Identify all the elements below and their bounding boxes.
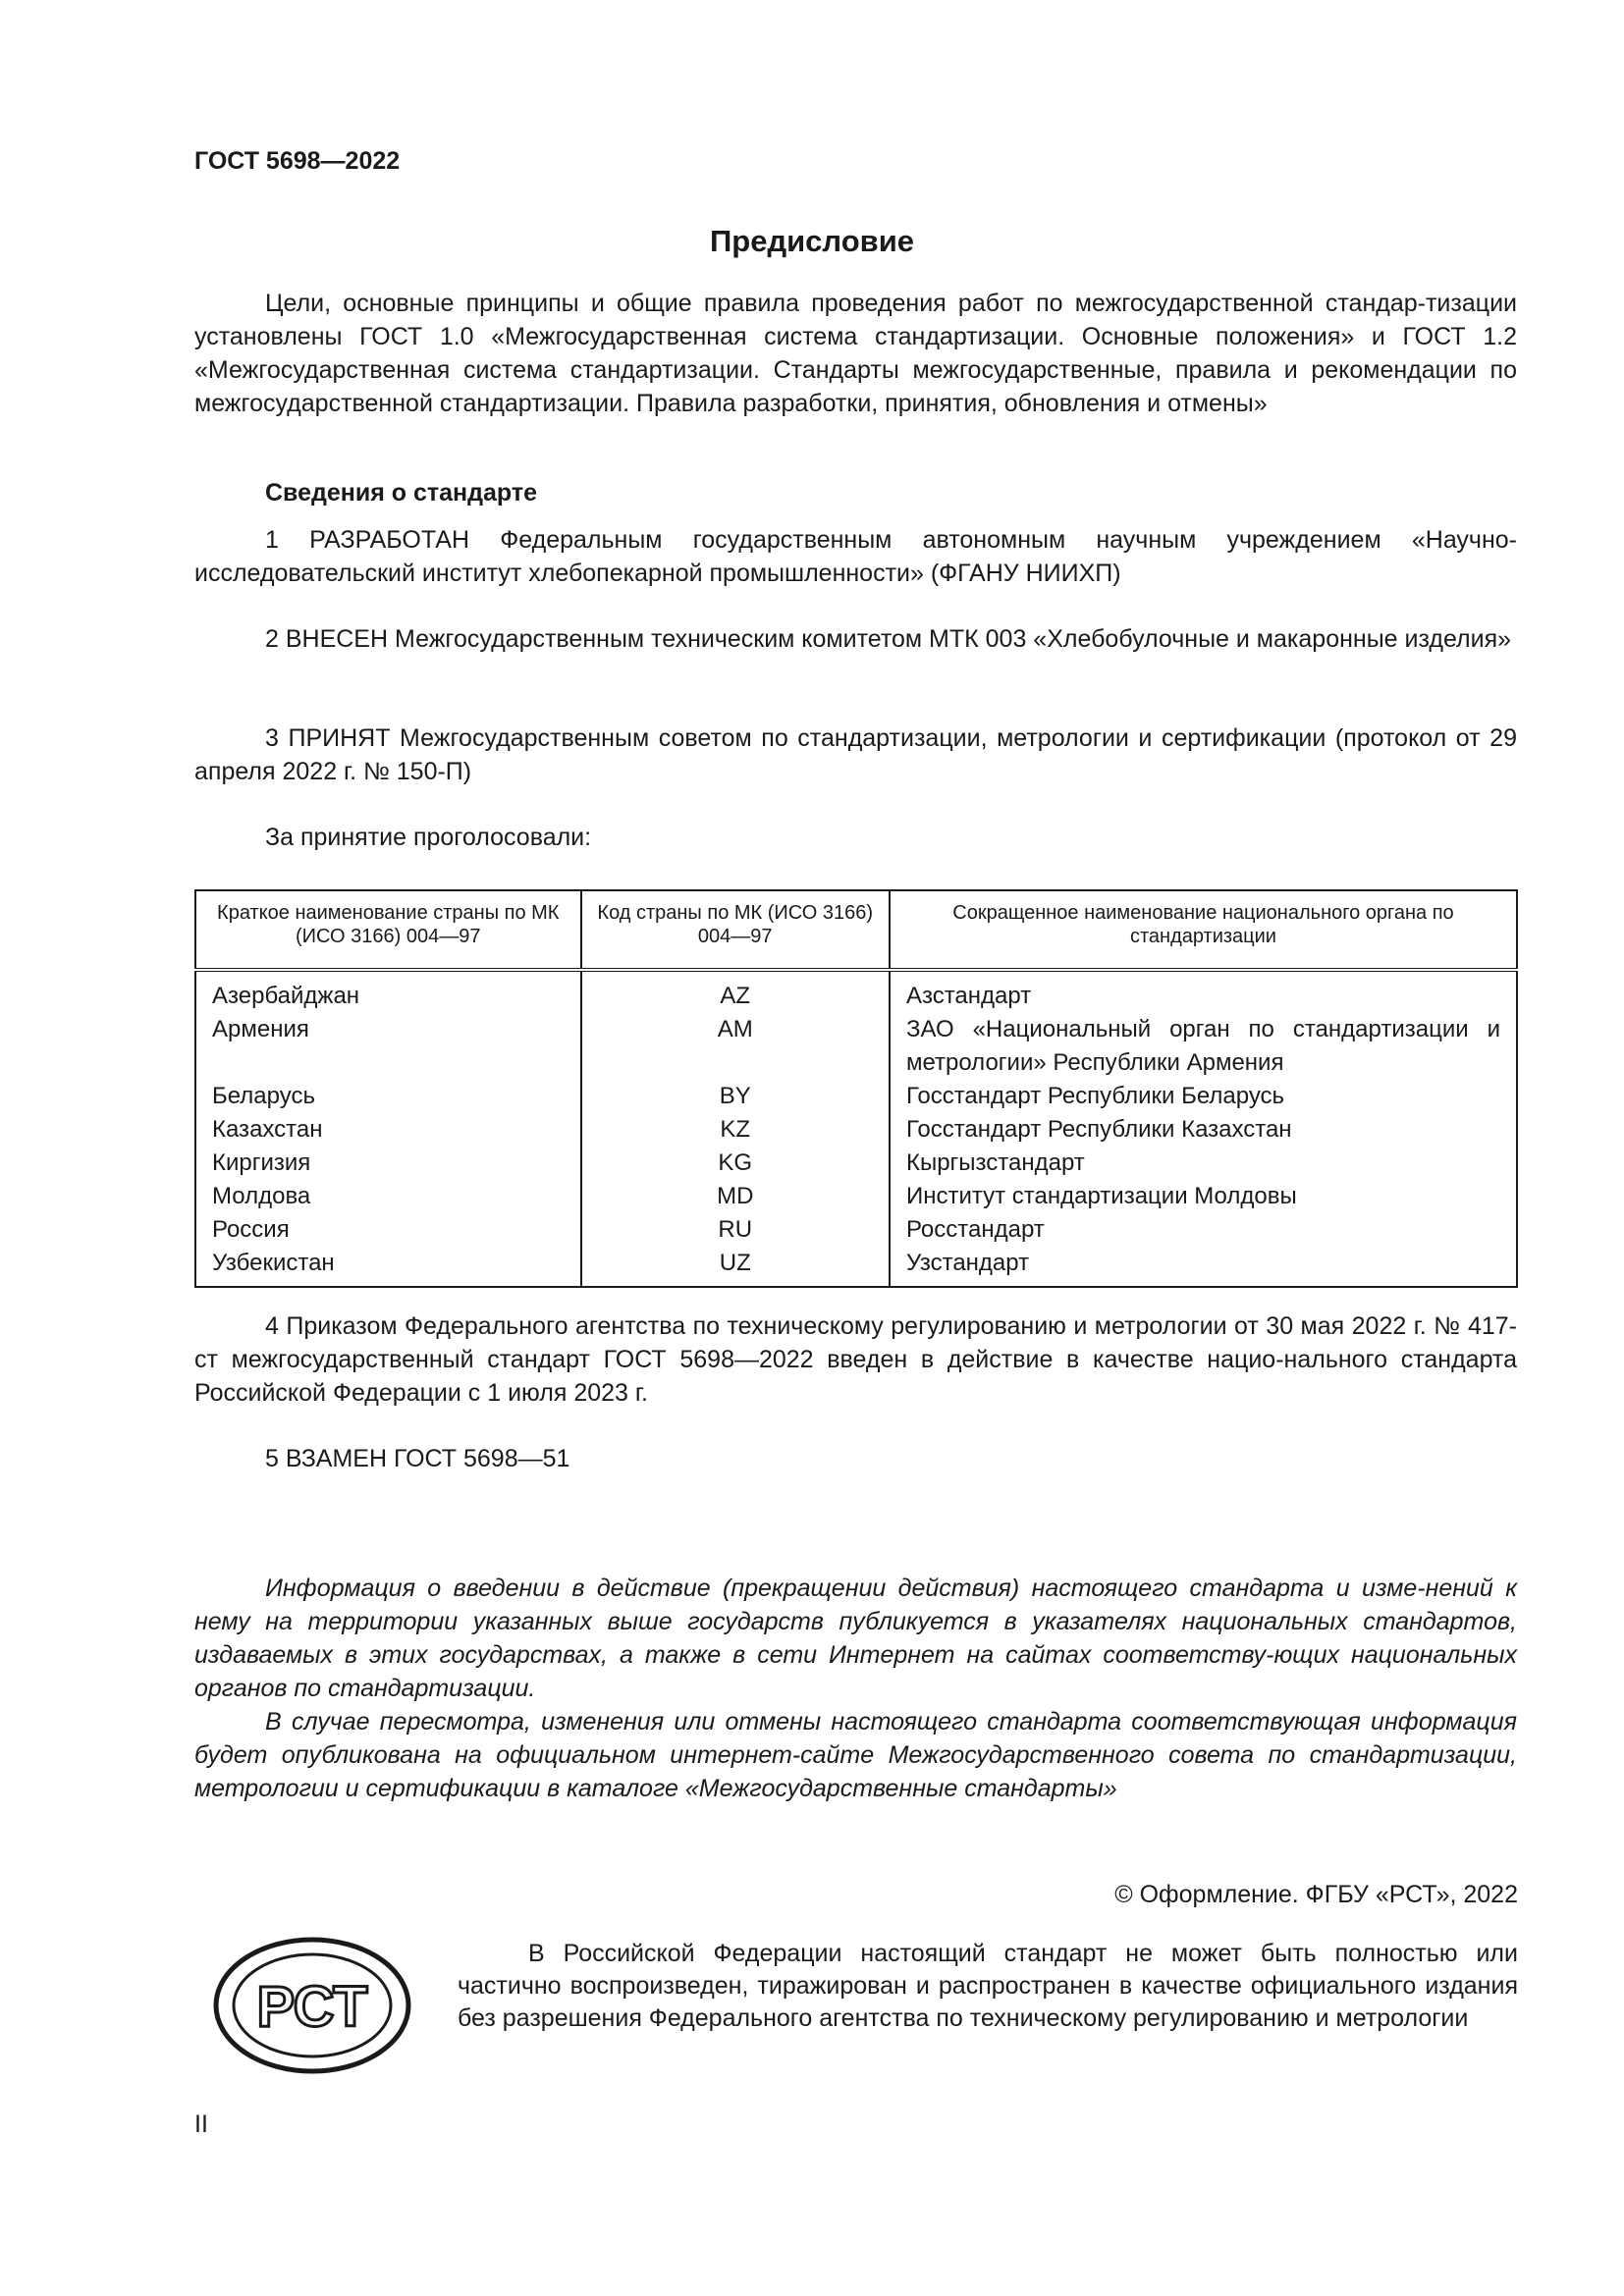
country-cell: Узбекистан (212, 1250, 335, 1276)
table-row (195, 1080, 1517, 1113)
rst-logo (212, 1936, 412, 2075)
organ-cell: Институт стандартизации Молдовы (890, 1180, 1517, 1213)
code-cell: MD (581, 1180, 890, 1213)
notice-paragraph-1: Информация о введении в действие (прекращении действия) настоящего стандарта и изме-нений к нему на территории указанных выше государств публикуется в указателях национальных стандартов, издаваемых в этих государствах, а также в сети Интернет на сайтах соответству-ющих национальных органов по стандартизации. (194, 1575, 1517, 1702)
voted-label: За принятие проголосовали: (265, 824, 592, 851)
logo-lettering: РСТ (256, 1975, 368, 2039)
country-cell: Беларусь (212, 1083, 315, 1109)
item-1: 1 РАЗРАБОТАН Федеральным государственным автономным научным учреждением «Научно-исследовательский институт хлебопекарной промышленности» (ФГАНУ НИИХП) (194, 526, 1517, 587)
rights-notice (458, 1938, 1518, 2035)
code-cell: KG (581, 1147, 890, 1180)
column-header-organ: Сокращенное наименование национального органа по стандартизации (890, 890, 1517, 970)
organ-cell: Кыргызстандарт (890, 1147, 1517, 1180)
code-cell: KZ (581, 1113, 890, 1147)
voting-countries-table (194, 889, 1518, 1288)
organ-cell: ЗАО «Национальный орган по стандартизации и метрологии» Республики Армения (890, 1013, 1517, 1080)
column-header-country: Краткое наименование страны по МК (ИСО 3166) 004—97 (195, 890, 581, 970)
code-cell: AM (581, 1013, 890, 1080)
organ-cell: Росстандарт (890, 1213, 1517, 1247)
code-cell: RU (581, 1213, 890, 1247)
notice-block (194, 1572, 1517, 1805)
item-2: 2 ВНЕСЕН Межгосударственным техническим комитетом МТК 003 «Хлебобулочные и макаронные изделия» (265, 625, 1512, 653)
table-row (195, 1013, 1517, 1080)
organ-cell: Узстандарт (890, 1247, 1517, 1287)
item-5: 5 ВЗАМЕН ГОСТ 5698—51 (265, 1445, 570, 1472)
table-row (195, 1213, 1517, 1247)
table-header-row (195, 890, 1517, 970)
country-cell: Казахстан (212, 1116, 323, 1143)
notice-paragraph-2: В случае пересмотра, изменения или отмены настоящего стандарта соответствующая информация будет опубликована на официальном интернет-сайте Межгосударственного совета по стандартизации, метрологии и сертификации в каталоге «Межгосударственные стандарты» (194, 1708, 1517, 1802)
table-row (195, 1147, 1517, 1180)
page-number: II (194, 2110, 208, 2138)
page-title: Предисловие (709, 224, 914, 258)
document-header: ГОСТ 5698—2022 (194, 147, 401, 175)
code-cell: BY (581, 1080, 890, 1113)
table-row (195, 1113, 1517, 1147)
item-3: 3 ПРИНЯТ Межгосударственным советом по стандартизации, метрологии и сертификации (протокол от 29 апреля 2022 г. № 150-П) (194, 724, 1517, 785)
copyright-line: © Оформление. ФГБУ «РСТ», 2022 (1114, 1881, 1518, 1908)
organ-cell: Азстандарт (890, 970, 1517, 1013)
country-cell: Армения (212, 1016, 309, 1042)
organ-cell: Госстандарт Республики Беларусь (890, 1080, 1517, 1113)
country-cell: Россия (212, 1216, 290, 1243)
code-cell: AZ (581, 970, 890, 1013)
intro-paragraph: Цели, основные принципы и общие правила проведения работ по межгосударственной стандар-тизации установлены ГОСТ 1.0 «Межгосударственная система стандартизации. Основные положения» и ГОСТ 1.2 «Межгосударственная система стандартизации. Стандарты межгосударственные, правила и рекомендации по межгосударственной стандартизации. Правила разработки, принятия, обновления и отмены» (194, 290, 1517, 417)
item-4: 4 Приказом Федерального агентства по техническому регулированию и метрологии от 30 мая 2022 г. № 417-ст межгосударственный стандарт ГОСТ 5698—2022 введен в действие в качестве нацио-нального стандарта Российской Федерации с 1 июля 2023 г. (194, 1312, 1517, 1407)
section-heading: Сведения о стандарте (265, 479, 538, 507)
table-row (195, 1247, 1517, 1287)
country-cell: Киргизия (212, 1149, 311, 1176)
table-row (195, 1180, 1517, 1213)
country-cell: Молдова (212, 1183, 311, 1209)
organ-cell: Госстандарт Республики Казахстан (890, 1113, 1517, 1147)
rights-text: В Российской Федерации настоящий стандарт не может быть полностью или частично воспроизведен, тиражирован и распространен в качестве официального издания без разрешения Федерального агентства по техническому регулированию и метрологии (458, 1940, 1518, 2032)
code-cell: UZ (581, 1247, 890, 1287)
country-cell: Азербайджан (212, 983, 360, 1009)
table-row (195, 970, 1517, 1013)
column-header-code: Код страны по МК (ИСО 3166) 004—97 (581, 890, 890, 970)
